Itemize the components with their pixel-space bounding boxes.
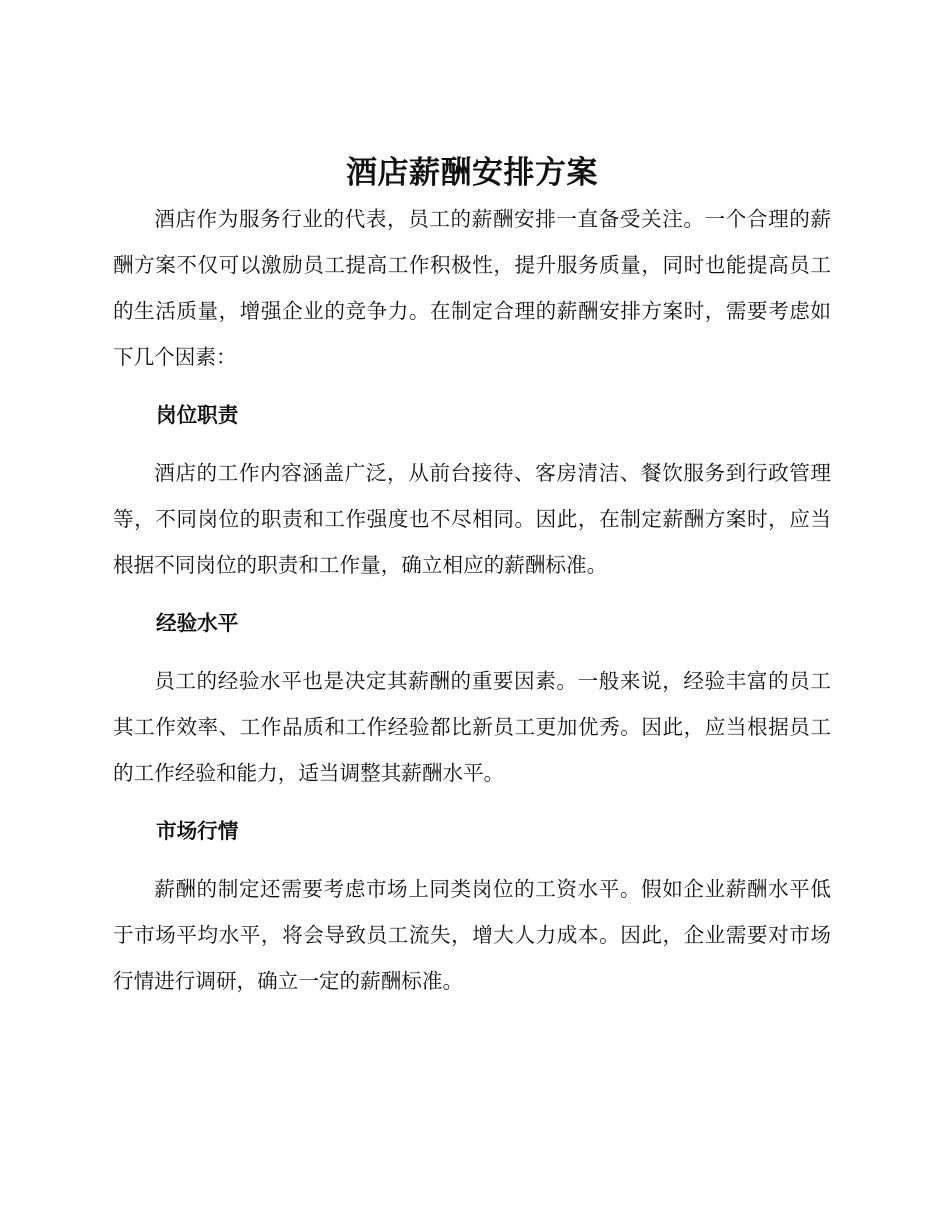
intro-paragraph: 酒店作为服务行业的代表，员工的薪酬安排一直备受关注。一个合理的薪酬方案不仅可以激励员工提高工作积极性，提升服务质量，同时也能提高员工的生活质量，增强企业的竞争力。在制定合理的薪酬安排方案时，需要考虑如下几个因素： bbox=[113, 207, 831, 369]
section-experience-level bbox=[113, 600, 831, 796]
section-heading: 市场行情 bbox=[156, 819, 239, 843]
document-title: 酒店薪酬安排方案 bbox=[346, 155, 598, 191]
section-heading: 岗位职责 bbox=[156, 403, 239, 427]
section-heading: 经验水平 bbox=[156, 611, 239, 635]
section-job-duties bbox=[113, 392, 831, 588]
section-body: 员工的经验水平也是决定其薪酬的重要因素。一般来说，经验丰富的员工其工作效率、工作品质和工作经验都比新员工更加优秀。因此，应当根据员工的工作经验和能力，适当调整其薪酬水平。 bbox=[113, 669, 831, 785]
section-market-conditions bbox=[113, 808, 831, 1004]
document-page bbox=[113, 150, 831, 1004]
section-body: 薪酬的制定还需要考虑市场上同类岗位的工资水平。假如企业薪酬水平低于市场平均水平，将会导致员工流失，增大人力成本。因此，企业需要对市场行情进行调研，确立一定的薪酬标准。 bbox=[113, 877, 831, 993]
section-body: 酒店的工作内容涵盖广泛，从前台接待、客房清洁、餐饮服务到行政管理等，不同岗位的职责和工作强度也不尽相同。因此，在制定薪酬方案时，应当根据不同岗位的职责和工作量，确立相应的薪酬标准。 bbox=[113, 461, 831, 577]
